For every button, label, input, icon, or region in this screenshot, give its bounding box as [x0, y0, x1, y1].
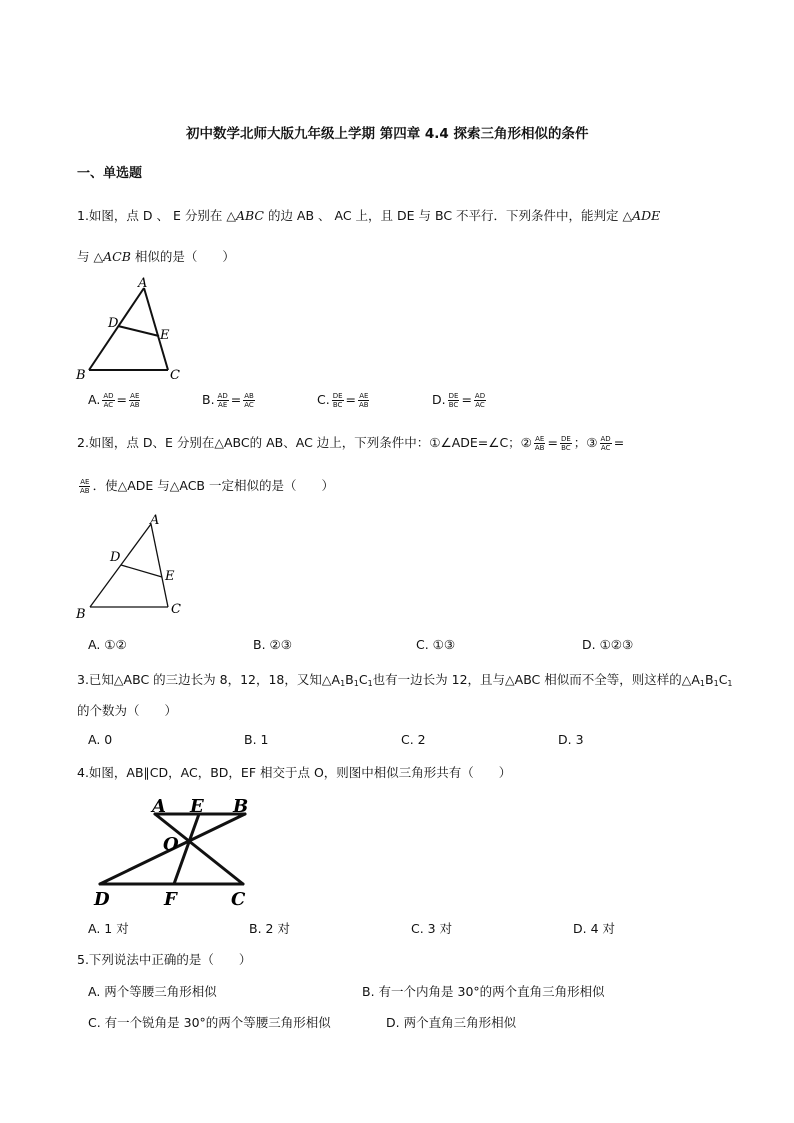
- label-a: A: [152, 796, 166, 817]
- section-heading: 一、单选题: [77, 166, 143, 181]
- question-1-line-2: 与 △ACB 相似的是（ ）: [77, 249, 235, 264]
- question-3-option-d[interactable]: D. 3: [558, 732, 584, 747]
- question-2-option-b[interactable]: B. ②③: [253, 637, 292, 652]
- question-4-figure: [88, 792, 268, 912]
- label-b: B: [233, 796, 249, 817]
- question-1-option-b[interactable]: B. $\frac{AD}{AE}$ = $\frac{AB}{AC}$: [202, 392, 254, 409]
- question-5-option-c[interactable]: C. 有一个锐角是 30°的两个等腰三角形相似: [88, 1015, 331, 1030]
- label-c: C: [171, 602, 181, 617]
- page-title: 初中数学北师大版九年级上学期 第四章 4.4 探索三角形相似的条件: [186, 126, 589, 142]
- question-3-option-b[interactable]: B. 1: [244, 732, 269, 747]
- question-4-line-1: 4.如图，AB∥CD，AC，BD，EF 相交于点 O，则图中相似三角形共有（ ）: [77, 765, 512, 780]
- question-1-line-1: 1.如图，点 D 、 E 分别在 △ABC 的边 AB 、 AC 上，且 DE 与 BC 不平行．下列条件中，能判定 △ADE: [77, 208, 661, 223]
- question-4-option-c[interactable]: C. 3 对: [411, 921, 453, 936]
- question-5-option-b[interactable]: B. 有一个内角是 30°的两个直角三角形相似: [362, 984, 605, 999]
- question-4-option-a[interactable]: A. 1 对: [88, 921, 129, 936]
- question-5-option-a[interactable]: A. 两个等腰三角形相似: [88, 984, 217, 999]
- question-3-line-1: 3.已知△ABC 的三边长为 8，12，18，又知$\triangle A_1B_1C_1$也有一边长为 12，且与△ABC 相似而不全等，则这样的$\triangle A_1B_1C_1$: [77, 672, 733, 688]
- question-1-option-d[interactable]: D. $\frac{DE}{BC}$ = $\frac{AD}{AC}$: [432, 392, 486, 409]
- label-b: B: [76, 368, 86, 383]
- label-c: C: [231, 889, 246, 910]
- question-2-figure: [70, 510, 200, 622]
- question-2-option-a[interactable]: A. ①②: [88, 637, 127, 652]
- label-a: A: [150, 513, 160, 528]
- label-e: E: [190, 796, 204, 817]
- question-3-option-c[interactable]: C. 2: [401, 732, 426, 747]
- question-2-line-1: 2.如图，点 D、E 分别在△ABC的 AB、AC 边上，下列条件中：①∠ADE=∠C；② $\frac{AE}{AB}$ = $\frac{DE}{BC}$ ；③ $\frac{AD}{AC}$ =: [77, 435, 625, 452]
- question-5-line-1: 5.下列说法中正确的是（ ）: [77, 952, 252, 967]
- label-o: O: [163, 834, 179, 855]
- question-2-option-d[interactable]: D. ①②③: [582, 637, 634, 652]
- question-1-figure: [70, 272, 200, 384]
- question-3-line-2: 的个数为（ ）: [77, 703, 178, 718]
- label-b: B: [76, 607, 86, 622]
- question-2-line-2: $\frac{AE}{AB}$ ．使△ADE 与△ACB 一定相似的是（ ）: [80, 478, 334, 495]
- question-1-option-a[interactable]: A. $\frac{AD}{AC}$ = $\frac{AE}{AB}$: [88, 392, 140, 409]
- question-2-option-c[interactable]: C. ①③: [416, 637, 456, 652]
- label-e: E: [165, 569, 175, 584]
- label-e: E: [160, 328, 170, 343]
- question-4-option-b[interactable]: B. 2 对: [249, 921, 290, 936]
- question-5-option-d[interactable]: D. 两个直角三角形相似: [386, 1015, 517, 1030]
- label-a: A: [138, 276, 148, 291]
- label-f: F: [164, 889, 177, 910]
- question-3-option-a[interactable]: A. 0: [88, 732, 113, 747]
- label-d: D: [108, 316, 119, 331]
- question-1-option-c[interactable]: C. $\frac{DE}{BC}$ = $\frac{AE}{AB}$: [317, 392, 369, 409]
- question-4-option-d[interactable]: D. 4 对: [573, 921, 615, 936]
- label-d: D: [94, 889, 110, 910]
- label-d: D: [110, 550, 121, 565]
- label-c: C: [170, 368, 180, 383]
